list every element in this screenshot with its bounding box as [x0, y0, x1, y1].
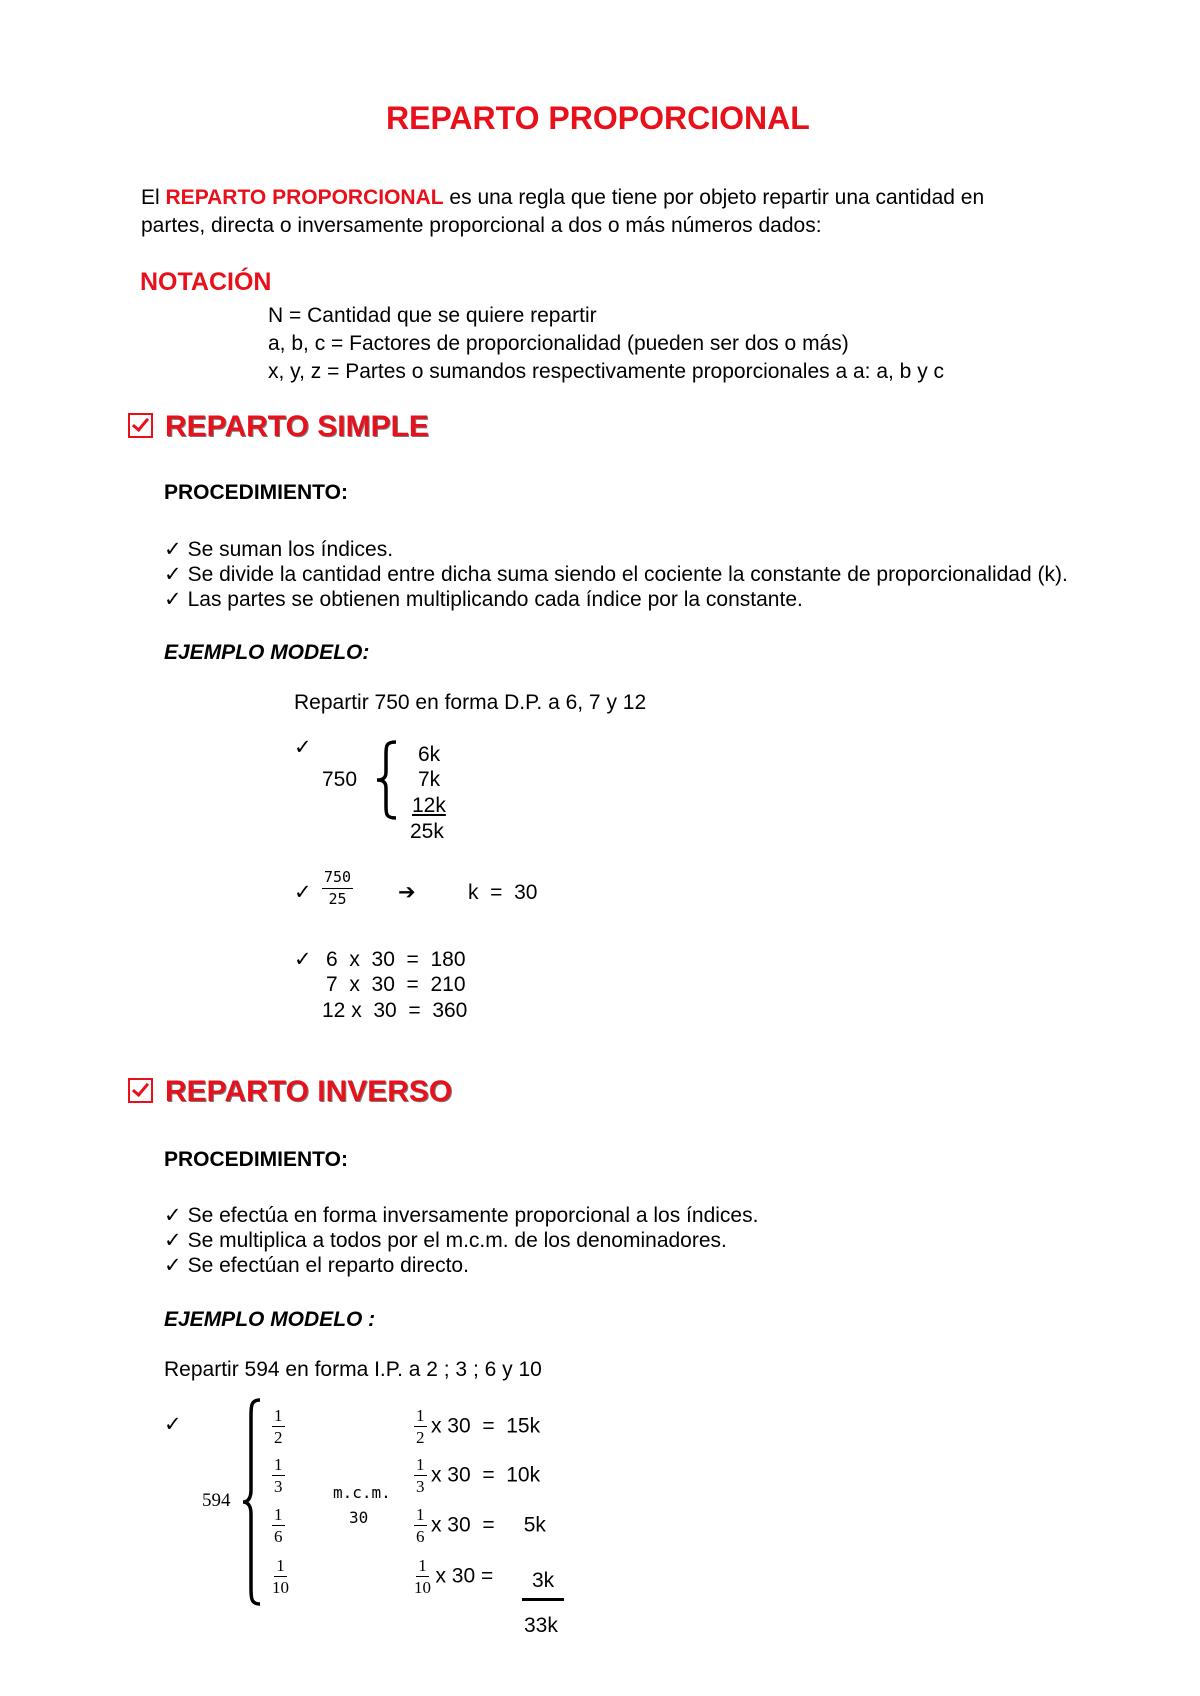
intro-highlight: REPARTO PROPORCIONAL — [165, 186, 444, 209]
fraction-numerator: 1 — [274, 1505, 283, 1524]
inverse-sum: 33k — [524, 1614, 558, 1637]
intro-line-2: partes, directa o inversamente proporcional a dos o más números dados: — [141, 214, 822, 237]
check-icon: ✓ — [294, 736, 312, 759]
checkbox-icon — [128, 1078, 153, 1103]
fraction-numerator: 750 — [322, 868, 353, 889]
sum-rule — [522, 1598, 564, 1601]
simple-example-label: EJEMPLO MODELO: — [164, 641, 370, 664]
simple-part-1: 6k — [418, 743, 441, 766]
inverse-heading-text: REPARTO INVERSO — [165, 1075, 453, 1108]
check-icon: ✓ — [294, 881, 312, 904]
fraction-denominator: 10 — [272, 1578, 289, 1597]
inverse-left-fraction-4 — [272, 1556, 289, 1597]
inverse-example-label: EJEMPLO MODELO : — [164, 1308, 376, 1331]
inverse-right-row-1 — [414, 1406, 540, 1447]
inverse-step-2: ✓ Se multiplica a todos por el m.c.m. de los denominadores. — [164, 1228, 727, 1254]
inverse-step-1: ✓ Se efectúa en forma inversamente proporcional a los índices. — [164, 1203, 758, 1229]
intro-rest: es una regla que tiene por objeto repartir una cantidad en — [443, 186, 985, 209]
inverse-step-3: ✓ Se efectúan el reparto directo. — [164, 1253, 469, 1279]
left-brace-icon — [374, 740, 402, 820]
simple-part-3: 12k — [412, 794, 446, 817]
row-multiplication: x 30 = — [435, 1564, 494, 1588]
fraction-denominator: 3 — [274, 1477, 283, 1496]
checkbox-icon — [128, 413, 153, 438]
simple-heading-text: REPARTO SIMPLE — [165, 410, 429, 443]
inverse-procedure-label: PROCEDIMIENTO: — [164, 1148, 348, 1171]
row-multiplication: x 30 = 10k — [430, 1463, 541, 1487]
page-title: REPARTO PROPORCIONAL — [386, 100, 810, 136]
fraction-numerator: 1 — [418, 1556, 427, 1575]
fraction-numerator: 1 — [274, 1406, 283, 1425]
inverse-left-fraction-2 — [272, 1455, 285, 1496]
simple-result-1: 6 x 30 = 180 — [326, 948, 466, 971]
simple-example-statement: Repartir 750 en forma D.P. a 6, 7 y 12 — [294, 691, 647, 714]
notation-heading: NOTACIÓN — [140, 268, 272, 296]
section-simple-heading — [128, 410, 429, 444]
simple-sum: 25k — [410, 820, 444, 843]
fraction-denominator: 6 — [274, 1527, 283, 1546]
fraction-numerator: 1 — [416, 1455, 425, 1474]
simple-step-2: ✓ Se divide la cantidad entre dicha suma siendo el cociente la constante de proporcionalidad (k). — [164, 562, 1068, 588]
inverse-right-row-2 — [414, 1455, 540, 1496]
simple-k-result: k = 30 — [468, 881, 538, 904]
fraction-numerator: 1 — [416, 1505, 425, 1524]
inverse-total: 594 — [202, 1490, 231, 1511]
simple-fraction — [322, 868, 353, 909]
row-multiplication: x 30 = 5k — [430, 1513, 546, 1537]
fraction-denominator: 25 — [328, 890, 347, 908]
notation-line-2: a, b, c = Factores de proporcionalidad (pueden ser dos o más) — [268, 332, 849, 355]
intro-line-1 — [141, 185, 984, 211]
fraction-numerator: 1 — [416, 1406, 425, 1425]
inverse-right-row-4 — [414, 1556, 493, 1597]
fraction-denominator: 10 — [414, 1578, 431, 1597]
fraction-denominator: 2 — [416, 1428, 425, 1447]
fraction-denominator: 2 — [274, 1428, 283, 1447]
inverse-right-row-3 — [414, 1505, 546, 1546]
simple-result-3: 12 x 30 = 360 — [322, 999, 468, 1022]
intro-prefix: El — [141, 186, 166, 209]
mcm-label: m.c.m. — [333, 1483, 391, 1502]
simple-result-2: 7 x 30 = 210 — [326, 973, 466, 996]
inverse-left-fraction-1 — [272, 1406, 285, 1447]
check-icon: ✓ — [164, 1413, 182, 1436]
inverse-left-fraction-3 — [272, 1505, 285, 1546]
simple-total: 750 — [322, 768, 358, 791]
fraction-denominator: 6 — [416, 1527, 425, 1546]
left-brace-icon — [240, 1398, 264, 1606]
mcm-value: 30 — [349, 1508, 369, 1527]
simple-procedure-label: PROCEDIMIENTO: — [164, 481, 348, 504]
fraction-numerator: 1 — [276, 1556, 285, 1575]
simple-step-1: ✓ Se suman los índices. — [164, 537, 393, 563]
fraction-numerator: 1 — [274, 1455, 283, 1474]
inverse-example-statement: Repartir 594 en forma I.P. a 2 ; 3 ; 6 y 10 — [164, 1358, 542, 1381]
arrow-icon: ➔ — [398, 881, 416, 904]
inverse-last-part: 3k — [532, 1569, 555, 1592]
simple-part-2: 7k — [418, 768, 441, 791]
simple-step-3: ✓ Las partes se obtienen multiplicando cada índice por la constante. — [164, 587, 803, 613]
fraction-denominator: 3 — [416, 1477, 425, 1496]
row-multiplication: x 30 = 15k — [430, 1414, 541, 1438]
notation-line-3: x, y, z = Partes o sumandos respectivamente proporcionales a a: a, b y c — [268, 360, 945, 383]
notation-line-1: N = Cantidad que se quiere repartir — [268, 304, 597, 327]
section-inverse-heading — [128, 1075, 452, 1109]
check-icon: ✓ — [294, 948, 312, 971]
